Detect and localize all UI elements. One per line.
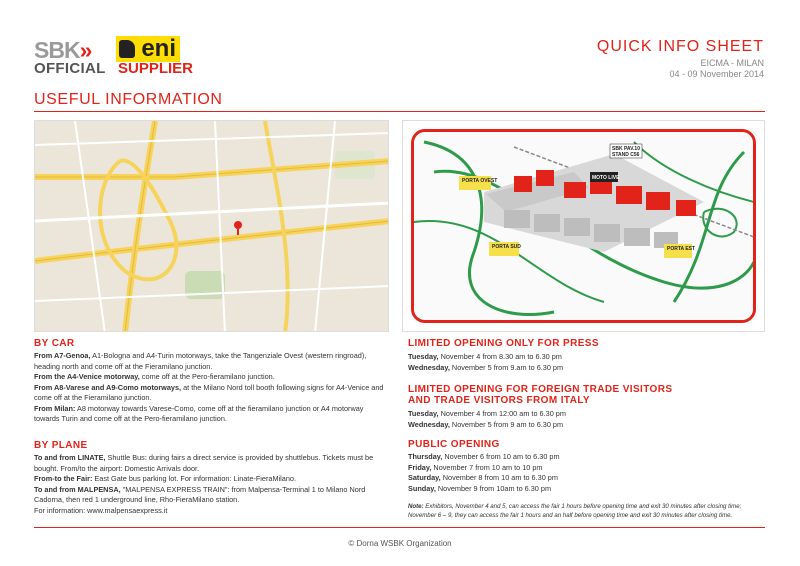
venue-map[interactable] bbox=[402, 120, 765, 332]
sbk-stand-label: STAND C56 bbox=[612, 152, 640, 158]
list-item: Wednesday, November 5 from 9.am to 6.30 pm bbox=[408, 362, 564, 372]
by-plane-text: To and from LINATE, Shuttle Bus: during fairs a direct service is provided by shuttlebus. Tickets must be bought. From/to the airport: Domestic Arrivals door. From-to the Fair: East Gate bus parking lot. For information: Linate-FieraMilano. To and from MALPENSA, "MALPENSA EXPRESS TRAIN": from Malpensa-Terminal 1 to Milano Nord Cadorna, then red 1 underground line, Rho-FieraMilano station. For information: www.malpensaexpress.it bbox=[34, 453, 386, 516]
event-name: EICMA - MILAN bbox=[700, 58, 764, 68]
by-plane-heading: BY PLANE bbox=[34, 440, 88, 451]
header-divider bbox=[34, 111, 765, 112]
trade-opening-heading: LIMITED OPENING FOR FOREIGN TRADE VISITORS AND TRADE VISITORS FROM ITALY bbox=[408, 384, 673, 406]
venue-map-frame bbox=[411, 129, 756, 323]
sbk-pavilion-label: SBK PAV.10 bbox=[612, 146, 640, 152]
road-map[interactable] bbox=[34, 120, 389, 332]
sheet-title: QUICK INFO SHEET bbox=[596, 38, 764, 55]
page-title: USEFUL INFORMATION bbox=[34, 91, 223, 108]
press-opening-heading: LIMITED OPENING ONLY FOR PRESS bbox=[408, 338, 599, 349]
moto-live-label: MOTO LIVE bbox=[592, 175, 620, 181]
porta-sud-label: PORTA SUD bbox=[492, 244, 521, 250]
road-map-graphic bbox=[35, 121, 389, 332]
list-item: Saturday, November 8 from 10 am to 6.30 pm bbox=[408, 473, 558, 482]
trade-opening-hours bbox=[408, 409, 764, 430]
list-item: Sunday, November 9 from 10am to 6.30 pm bbox=[408, 483, 552, 493]
public-opening-heading: PUBLIC OPENING bbox=[408, 439, 500, 450]
list-item: Tuesday, November 4 from 8.30 am to 6.30 pm bbox=[408, 352, 562, 361]
sbk-eni-logo bbox=[34, 35, 210, 80]
press-opening-hours bbox=[408, 352, 764, 373]
logo-sbk-text: SBK» bbox=[34, 37, 92, 63]
by-car-text: From A7-Genoa, A1-Bologna and A4-Turin motorways, take the Tangenziale Ovest (western ringroad), heading north and come off at the Fieramilano junction. From the A4-Venice motorway, come off at the Pero-fieramilano junction. From A8-Varese and A9-Como motorways, at the Milano Nord toll booth following signs for A4-Venice and come off at the Fieramilano junction. From Milan: A8 motorway towards Varese-Como, come off at the fieramilano junction or A4 motorway towards Turin and come off at the Pero-fieramilano junction. bbox=[34, 351, 384, 423]
logo-official-text: OFFICIAL bbox=[34, 60, 106, 77]
footer-copyright: © Dorna WSBK Organization bbox=[348, 539, 452, 548]
porta-est-label: PORTA EST bbox=[667, 246, 696, 252]
venue-map-graphic bbox=[414, 132, 755, 322]
footer-divider bbox=[34, 527, 765, 528]
exhibitor-note: Note: Exhibitors, November 4 and 5, can access the fair 1 hours before opening time and exit 30 minutes after closing time; November 6 – 9, they can access the fair 1 hours and an half before opening time and exit 30 minutes after closing time. bbox=[408, 503, 742, 519]
malpensa-info-link[interactable]: For information: www.malpensaexpress.it bbox=[34, 505, 168, 515]
logo-supplier-text: SUPPLIER bbox=[118, 60, 194, 77]
event-dates: 04 - 09 November 2014 bbox=[669, 69, 764, 79]
public-opening-hours bbox=[408, 452, 764, 494]
logo-eni-text: eni bbox=[116, 36, 180, 62]
list-item: Tuesday, November 4 from 12:00 am to 6.30 pm bbox=[408, 409, 566, 418]
porta-ovest-label: PORTA OVEST bbox=[462, 178, 498, 184]
list-item: Thursday, November 6 from 10 am to 6.30 pm bbox=[408, 452, 560, 461]
six-legged-dog-icon bbox=[119, 40, 135, 58]
list-item: Wednesday, November 5 from 9 am to 6.30 pm bbox=[408, 419, 564, 429]
by-car-heading: BY CAR bbox=[34, 338, 75, 349]
list-item: Friday, November 7 from 10 am to 10 pm bbox=[408, 462, 543, 472]
